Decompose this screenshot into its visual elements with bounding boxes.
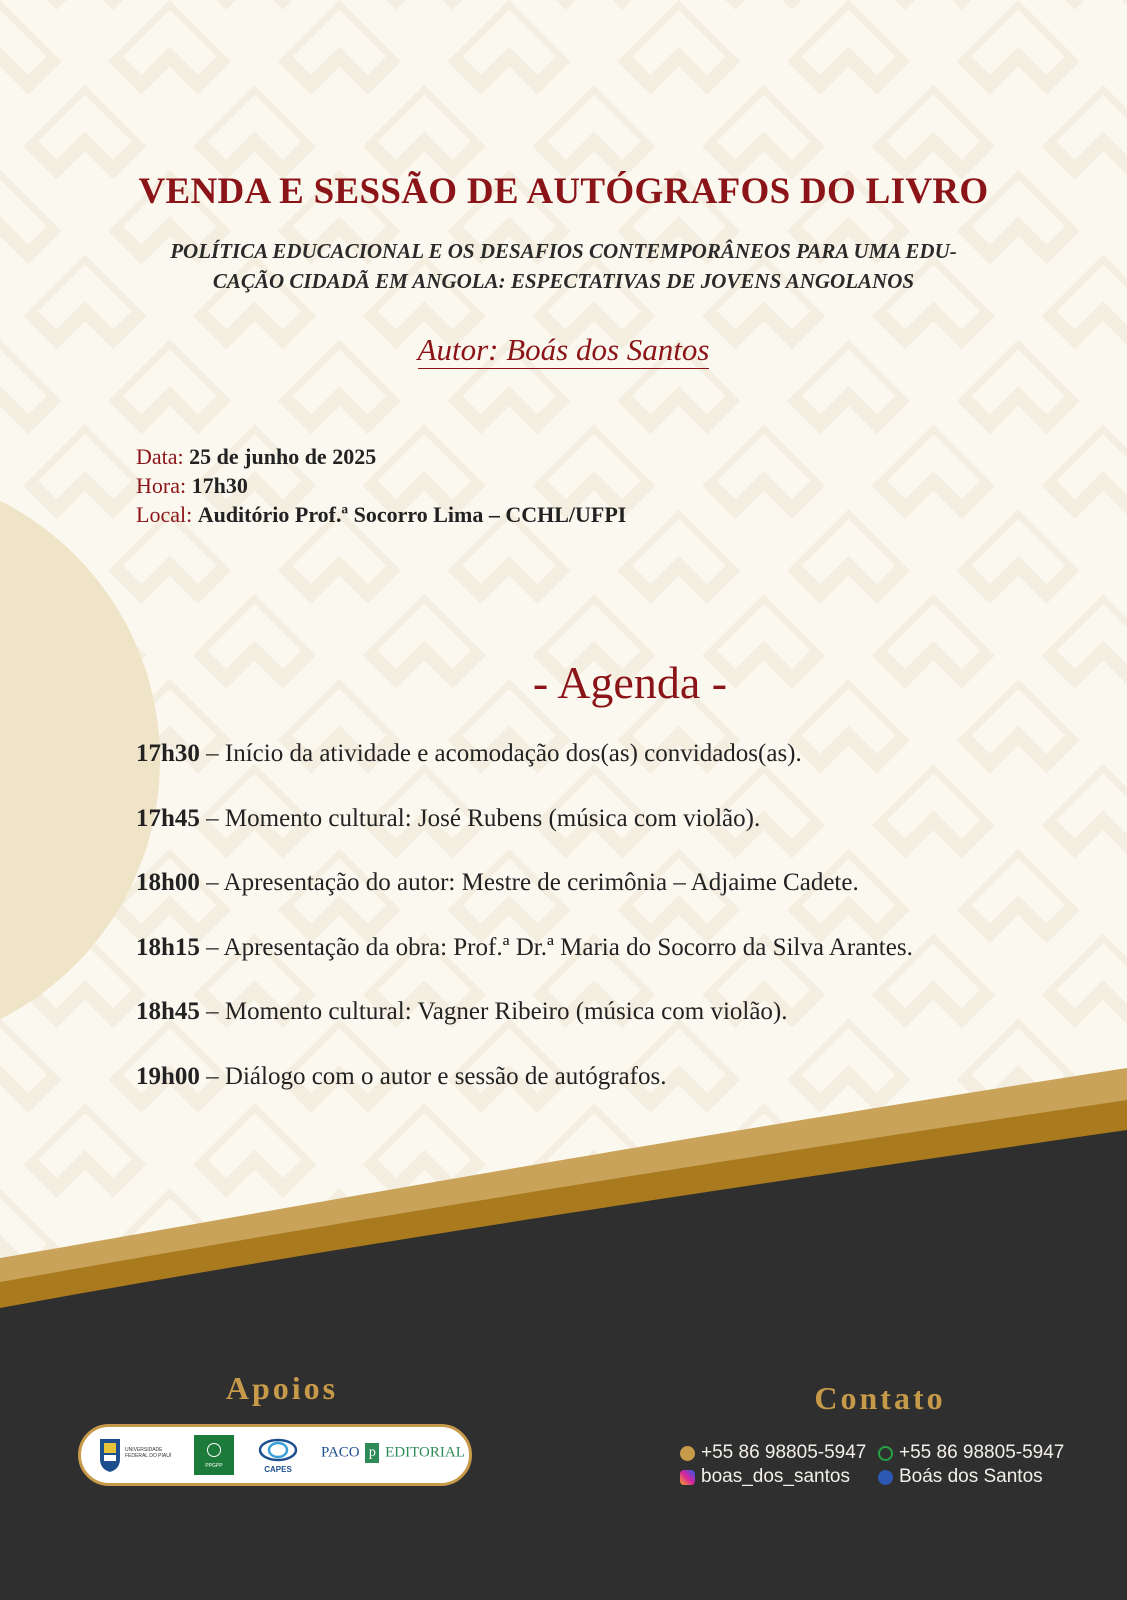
agenda-text: – Diálogo com o autor e sessão de autógrafos. (199, 1062, 667, 1090)
capes-label: CAPES (264, 1465, 292, 1474)
date-label: Data: (136, 444, 184, 469)
instagram-handle: boas_dos_santos (701, 1466, 850, 1487)
agenda-time: 18h15 (136, 933, 200, 961)
agenda-time: 17h45 (136, 804, 200, 832)
agenda-text: – Momento cultural: Vagner Ribeiro (música com violão). (199, 998, 788, 1026)
whatsapp-icon (878, 1446, 893, 1461)
date-value: 25 de junho de 2025 (189, 444, 377, 469)
agenda-time: 17h30 (136, 740, 200, 767)
agenda-item (136, 867, 1096, 932)
capes-eye-icon (257, 1433, 299, 1465)
book-title-line-2: CAÇÃO CIDADÃ EM ANGOLA: ESPECTATIVAS DE JOVENS ANGOLANOS (212, 269, 915, 293)
capes-logo (257, 1433, 299, 1477)
paco-p-icon: p (365, 1443, 379, 1463)
author-line (0, 332, 1127, 368)
agenda-item (136, 932, 1096, 997)
author-name: Autor: Boás dos Santos (417, 332, 710, 367)
agenda-item (136, 996, 1096, 1061)
agenda-time: 19h00 (136, 1062, 200, 1090)
facebook-name: Boás dos Santos (899, 1466, 1043, 1487)
contato-heading: Contato (814, 1380, 946, 1416)
ufpi-logo (99, 1433, 179, 1477)
book-title-line-1: POLÍTICA EDUCACIONAL E OS DESAFIOS CONTEMPORÂNEOS PARA UMA EDU- (170, 239, 957, 263)
ufpi-crest-icon (99, 1435, 121, 1473)
editorial-label: EDITORIAL (385, 1444, 465, 1461)
time-value: 17h30 (191, 473, 248, 498)
instagram-contact[interactable] (680, 1466, 850, 1488)
agenda-item (136, 738, 1096, 803)
sponsor-logos (78, 1424, 472, 1486)
apoios-heading: Apoios (225, 1370, 339, 1406)
whatsapp-contact[interactable] (878, 1442, 1064, 1464)
agenda-text: – Apresentação do autor: Mestre de cerimônia – Adjaime Cadete. (199, 869, 859, 897)
whatsapp-number: +55 86 98805-5947 (899, 1442, 1065, 1463)
agenda-heading: - Agenda - (532, 657, 728, 708)
phone-number: +55 86 98805-5947 (701, 1442, 867, 1463)
paco-editorial-logo (321, 1443, 465, 1473)
agenda-text: – Momento cultural: José Rubens (música com violão). (199, 804, 761, 832)
facebook-contact[interactable] (878, 1466, 1043, 1488)
ppgpp-label: PPGPP (205, 1463, 223, 1469)
event-title: VENDA E SESSÃO DE AUTÓGRAFOS DO LIVRO (138, 171, 989, 212)
globe-icon (207, 1443, 221, 1457)
date-row (136, 442, 626, 471)
agenda-text: – Apresentação da obra: Prof.ª Dr.ª Maria do Socorro da Silva Arantes. (199, 933, 913, 961)
place-row (136, 500, 626, 529)
time-label: Hora: (136, 473, 187, 498)
agenda-item (136, 1061, 1096, 1126)
phone-icon (680, 1446, 695, 1461)
agenda-list (136, 738, 1096, 1126)
place-value: Auditório Prof.ª Socorro Lima – CCHL/UFPI (197, 502, 627, 527)
phone-contact[interactable] (680, 1442, 866, 1464)
instagram-icon (680, 1470, 695, 1485)
place-label: Local: (136, 502, 193, 527)
ufpi-label: UNIVERSIDADE FEDERAL DO PIAUÍ (125, 1447, 172, 1459)
agenda-time: 18h45 (136, 998, 200, 1026)
ppgpp-logo (194, 1435, 234, 1475)
paco-label: PACO (321, 1444, 360, 1461)
event-info (136, 442, 626, 529)
time-row (136, 471, 626, 500)
book-title (70, 236, 1057, 296)
agenda-text: – Início da atividade e acomodação dos(as) convidados(as). (199, 740, 802, 767)
agenda-item (136, 803, 1096, 868)
agenda-time: 18h00 (136, 869, 200, 897)
facebook-icon (878, 1470, 893, 1485)
